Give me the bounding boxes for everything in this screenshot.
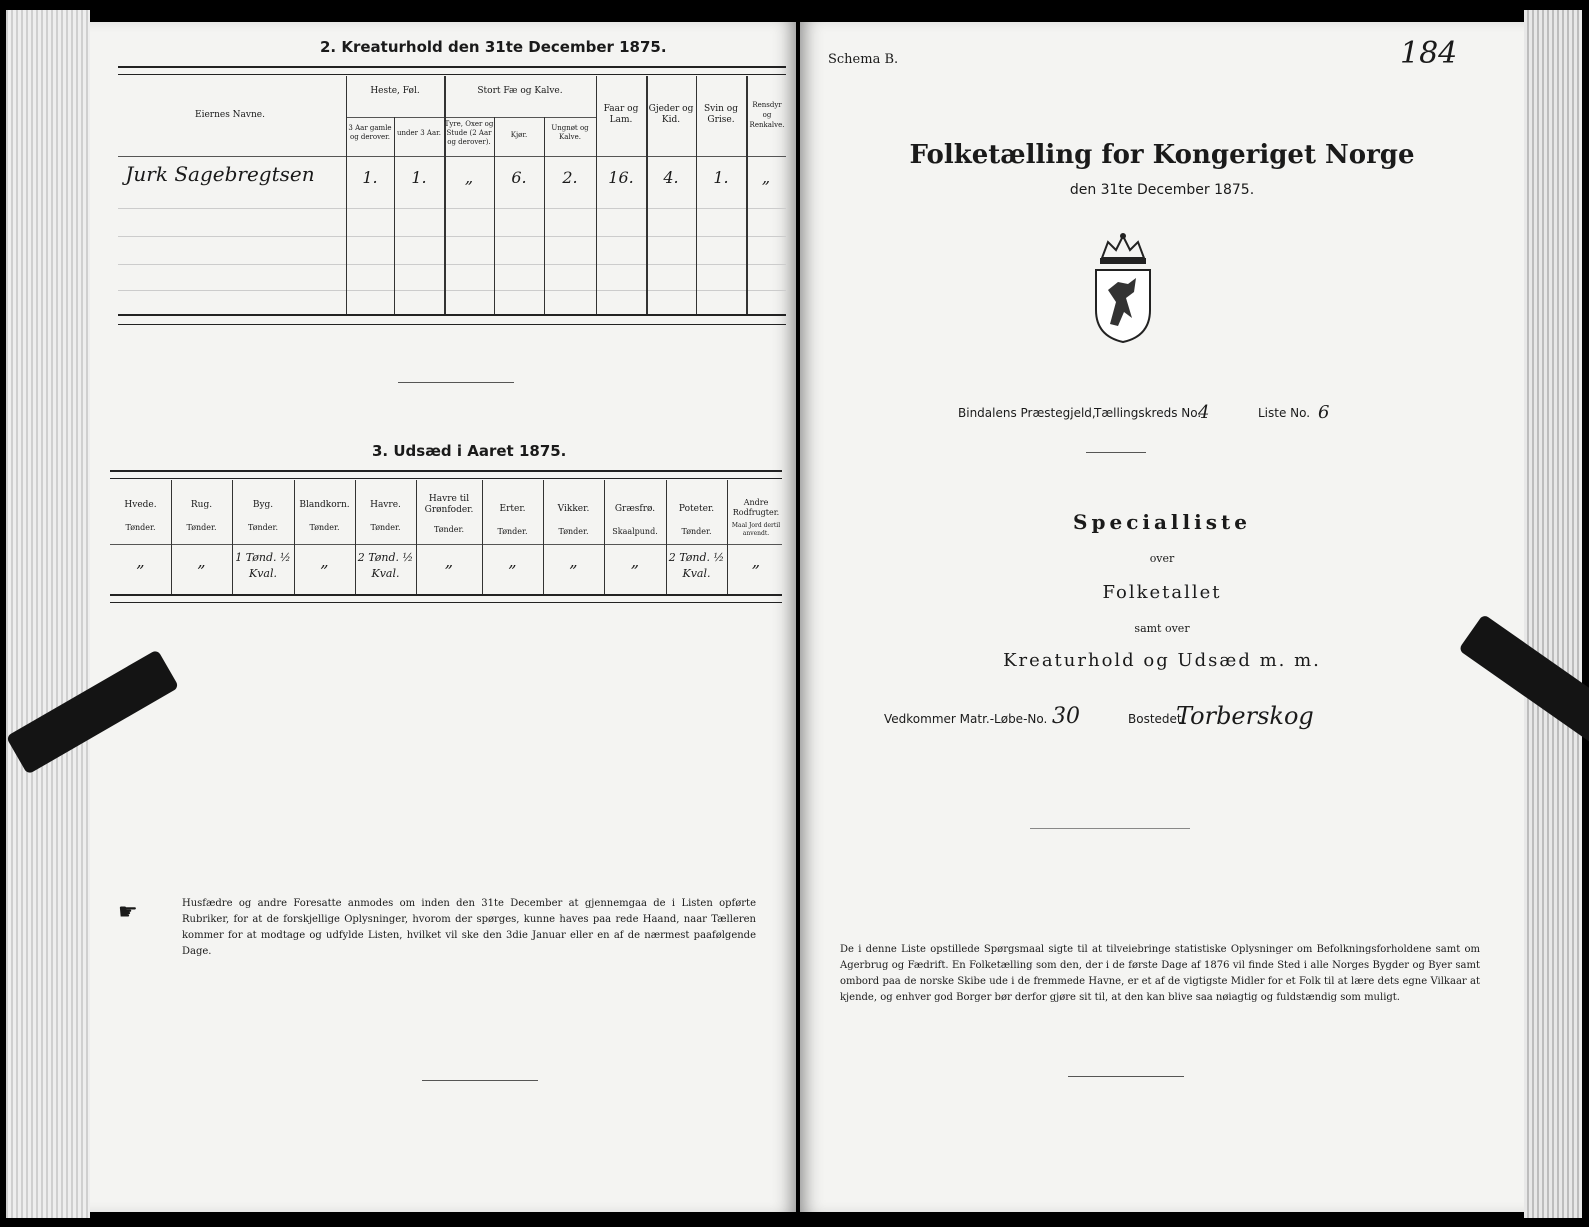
value-cell: 16. bbox=[608, 168, 634, 187]
header-cattle-sub3: Ungnøt og Kalve. bbox=[551, 124, 589, 141]
value-cell: „ bbox=[464, 168, 474, 187]
bosted-value: Torberskog bbox=[1176, 702, 1314, 730]
seed-header: Blandkorn. bbox=[299, 500, 350, 510]
seed-header: Hvede. bbox=[124, 500, 157, 510]
table-rule bbox=[110, 594, 782, 596]
header-horses-sub1: 3 Aar gamle og derover. bbox=[348, 124, 392, 141]
header-pigs: Svin og Grise. bbox=[704, 104, 738, 125]
seed-header: Andre Rodfrugter. bbox=[732, 498, 780, 517]
header-sheep: Faar og Lam. bbox=[603, 104, 639, 125]
separator-line bbox=[1068, 1076, 1184, 1077]
book-edge-right bbox=[1524, 10, 1582, 1218]
column-line bbox=[394, 117, 395, 314]
left-page bbox=[90, 22, 796, 1212]
notice-text: Husfædre og andre Foresatte anmodes om inden den 31te December at gjennemgaa de i Listen opførte Rubriker, for at de forskjellige Oplysninger, hvorom der spørges, kunne haves paa rede Haand, naar Tælleren kommer for at modtage og udfylde Listen, hvilket vil ske den 3die Januar eller en af de nærmest paafølgende Dage. bbox=[182, 898, 756, 957]
column-line bbox=[543, 480, 544, 594]
value-cell: 2. bbox=[562, 168, 578, 187]
schema-label: Schema B. bbox=[828, 52, 899, 67]
seed-header: Erter. bbox=[499, 504, 526, 514]
table-rule bbox=[118, 156, 786, 157]
column-line bbox=[604, 480, 605, 594]
table-rule bbox=[118, 74, 786, 75]
table-rule bbox=[110, 544, 782, 545]
list-label: Liste No. bbox=[1258, 406, 1311, 420]
table-rule bbox=[118, 314, 786, 316]
table-rule bbox=[110, 470, 782, 472]
separator-line bbox=[398, 382, 514, 383]
header-horses-sub2: under 3 Aar. bbox=[397, 129, 441, 137]
seed-header: Poteter. bbox=[678, 504, 715, 514]
table-rule bbox=[346, 117, 596, 118]
table-rule bbox=[110, 602, 782, 603]
seed-unit: Tønder. bbox=[125, 523, 156, 532]
value-cell: 6. bbox=[511, 168, 527, 187]
seed-header: Havre til Grønfoder. bbox=[424, 494, 474, 515]
section2-title: 2. Kreaturhold den 31te December 1875. bbox=[320, 38, 667, 56]
seed-value: 2 Tønd. ½ Kval. bbox=[668, 551, 725, 580]
seed-value: 2 Tønd. ½ Kval. bbox=[357, 551, 414, 580]
page-number: 184 bbox=[1400, 36, 1458, 71]
value-cell: 4. bbox=[663, 168, 679, 187]
seed-value: „ bbox=[320, 552, 329, 571]
matr-value: 30 bbox=[1052, 704, 1080, 729]
seed-unit: Tønder. bbox=[558, 527, 589, 536]
header-cattle-sub1: Tyre, Oxer og Stude (2 Aar og derover). bbox=[444, 120, 494, 146]
value-cell: „ bbox=[761, 168, 771, 187]
seed-unit: Tønder. bbox=[497, 527, 528, 536]
seed-header: Rug. bbox=[190, 500, 213, 510]
footer-text: De i denne Liste opstillede Spørgsmaal sigte til at tilveiebringe statistiske Oplysninger om Befolkningsforholdene samt om Agerbrug og Fædrift. En Folketælling som den, der i de første Dage af 1876 vil finde Sted i alle Norges Bygder og Byer samt ombord paa de norske Skibe ude i de fremmede Havne, er et af de vigtigste Midler for et Folk til at lære dets egne Vilkaar at kjende, og enhver god Borger bør derfor gjøre sit til, at den kan blive saa nøiagtig og fuldstændig som muligt. bbox=[840, 944, 1480, 1003]
samt-over-text: samt over bbox=[1134, 622, 1190, 635]
table-rule bbox=[118, 236, 786, 237]
column-line bbox=[494, 117, 495, 314]
specialliste-title: Specialliste bbox=[1073, 510, 1251, 534]
seed-unit: Tønder. bbox=[247, 523, 279, 532]
pointing-hand-icon: ☛ bbox=[118, 900, 138, 925]
seed-unit: Tønder. bbox=[433, 525, 465, 534]
column-line bbox=[444, 76, 446, 314]
owner-name: Jurk Sagebregtsen bbox=[125, 162, 315, 186]
column-line bbox=[596, 76, 597, 314]
seed-unit: Maal Jord dertil anvendt. bbox=[731, 522, 781, 537]
seed-unit: Tønder. bbox=[186, 523, 217, 532]
seed-value: 1 Tønd. ½ Kval. bbox=[235, 551, 291, 580]
seed-value: „ bbox=[569, 552, 578, 571]
list-value: 6 bbox=[1318, 402, 1330, 423]
seed-value: „ bbox=[630, 552, 640, 571]
seed-unit: Skaalpund. bbox=[612, 527, 658, 536]
seed-unit: Tønder. bbox=[309, 523, 340, 532]
table-rule bbox=[118, 208, 786, 209]
right-page bbox=[800, 22, 1524, 1212]
seed-value: „ bbox=[136, 552, 145, 571]
section3-title: 3. Udsæd i Aaret 1875. bbox=[372, 442, 567, 460]
seed-value: „ bbox=[197, 552, 206, 571]
header-cattle: Stort Fæ og Kalve. bbox=[477, 86, 563, 96]
table-rule bbox=[118, 324, 786, 325]
page-subtitle: den 31te December 1875. bbox=[1069, 182, 1255, 198]
seed-unit: Tønder. bbox=[370, 523, 401, 532]
table-rule bbox=[110, 478, 782, 479]
parish-label: Bindalens Præstegjeld, bbox=[958, 406, 1096, 420]
column-line bbox=[544, 117, 545, 314]
seed-value: „ bbox=[508, 552, 517, 571]
seed-header: Græsfrø. bbox=[614, 504, 656, 514]
separator-line bbox=[1086, 452, 1146, 453]
kreaturhold-text: Kreaturhold og Udsæd m. m. bbox=[1003, 650, 1321, 671]
separator-line bbox=[422, 1080, 538, 1081]
seed-header: Byg. bbox=[252, 500, 274, 510]
column-line bbox=[346, 76, 347, 314]
seed-unit: Tønder. bbox=[681, 527, 712, 536]
over-text: over bbox=[1149, 552, 1175, 565]
value-cell: 1. bbox=[362, 168, 378, 187]
seed-value: „ bbox=[751, 552, 761, 571]
value-cell: 1. bbox=[713, 168, 729, 187]
header-horses: Heste, Føl. bbox=[370, 86, 420, 96]
district-value: 4 bbox=[1198, 402, 1210, 423]
header-owner: Eiernes Navne. bbox=[195, 110, 265, 120]
header-goats: Gjeder og Kid. bbox=[648, 104, 694, 125]
book-edge-left bbox=[6, 10, 90, 1218]
seed-value: „ bbox=[444, 552, 454, 571]
folketallet-text: Folketallet bbox=[1102, 582, 1222, 603]
district-label: Tællingskreds No. bbox=[1094, 406, 1202, 420]
value-cell: 1. bbox=[411, 168, 427, 187]
bosted-label: Bostedet: bbox=[1128, 712, 1186, 726]
coat-of-arms-icon bbox=[1088, 232, 1158, 344]
column-line bbox=[294, 480, 295, 594]
page-title: Folketælling for Kongeriget Norge bbox=[909, 140, 1415, 170]
seed-header: Vikker. bbox=[557, 504, 590, 514]
column-line bbox=[482, 480, 483, 594]
table-rule bbox=[118, 66, 786, 68]
table-rule bbox=[118, 264, 786, 265]
seed-header: Havre. bbox=[370, 500, 401, 510]
table-rule bbox=[118, 290, 786, 291]
header-reindeer: Rensdyr og Renkalve. bbox=[749, 101, 785, 129]
separator-line bbox=[1030, 828, 1190, 829]
matr-label: Vedkommer Matr.-Løbe-No. bbox=[884, 712, 1048, 726]
header-cattle-sub2: Kjør. bbox=[510, 131, 528, 139]
column-line bbox=[171, 480, 172, 594]
